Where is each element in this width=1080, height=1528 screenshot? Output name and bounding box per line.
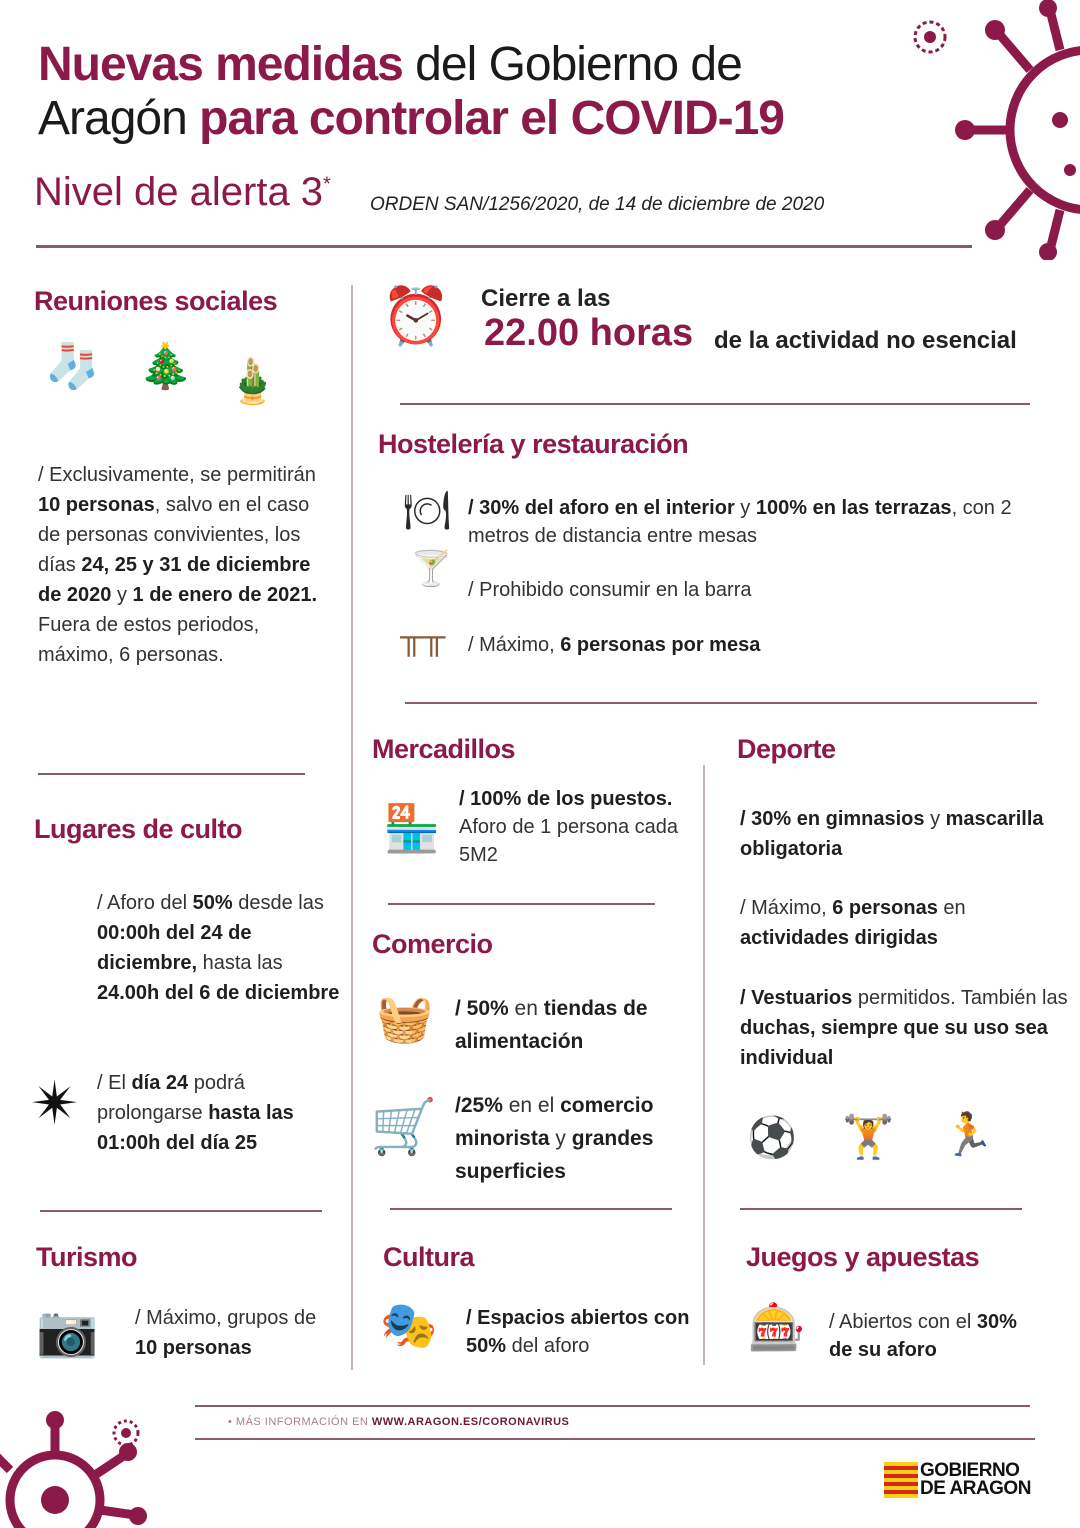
logo-line-1: GOBIERNO — [920, 1460, 1020, 1481]
culto-item-2 — [97, 1068, 337, 1158]
alert-asterisk: * — [323, 173, 331, 196]
text: / Exclusivamente, se permitirán — [38, 464, 316, 486]
camera-icon: 📷 — [36, 1303, 99, 1359]
section-title-hosteleria: Hostelería y restauración — [378, 429, 689, 459]
virus-decoration-icon — [940, 0, 1080, 260]
bold-text: día 24 — [131, 1072, 189, 1094]
comercio-item-1 — [455, 992, 690, 1058]
market-stall-icon: 🏪 — [383, 802, 441, 854]
title-line-2 — [38, 92, 784, 146]
bold-text: 24, 25 y 31 de diciembre de 2020 — [38, 554, 311, 606]
cierre-rest: de la actividad no esencial — [714, 327, 1017, 354]
more-info-prefix: • MÁS INFORMACIÓN EN — [228, 1416, 372, 1428]
small-virus-bottom-icon — [108, 1415, 144, 1451]
bold-text: 1 de enero de 2021. — [132, 584, 318, 606]
divider — [740, 1208, 1022, 1210]
text: Aforo de 1 persona cada 5M2 — [459, 816, 679, 866]
mercadillos-text — [459, 785, 684, 869]
text: y — [734, 497, 756, 519]
text: en — [508, 997, 544, 1020]
text: del Gobierno de — [402, 38, 742, 91]
shopping-cart-icon: 🛒 — [370, 1097, 438, 1157]
turismo-text — [135, 1303, 335, 1363]
divider — [40, 1210, 322, 1212]
food-cloche-icon: 🍽 — [403, 490, 452, 532]
bold-text: 30% de su aforo — [829, 1311, 1017, 1361]
divider — [390, 1208, 672, 1210]
text: permitidos. También las — [852, 987, 1068, 1009]
bold-text: 00:00h del 24 de diciembre, — [97, 922, 252, 974]
bold-text: / 30% en gimnasios — [740, 808, 925, 830]
bold-text: 10 personas — [135, 1337, 252, 1359]
bold-text: 24.00h del 6 de diciembre — [97, 982, 340, 1004]
bold-text: hasta las 01:00h del día 25 — [97, 1102, 294, 1154]
divider — [405, 702, 1037, 704]
text: / Prohibido consumir en la barra — [468, 579, 752, 601]
casino-chips-icon: 🎰 — [748, 1301, 806, 1353]
small-virus-icon — [905, 12, 955, 62]
bold-text: para controlar el COVID-19 — [199, 92, 784, 145]
bold-text: /25% — [455, 1094, 503, 1117]
bold-text: 6 personas — [832, 897, 938, 919]
text: Fuera de estos periodos, máximo, 6 personas. — [38, 614, 260, 666]
christmas-tree-icon: 🎄 — [138, 342, 193, 391]
divider — [400, 403, 1030, 405]
bold-text: / 50% — [455, 997, 509, 1020]
alert-level — [34, 170, 331, 215]
bold-text: / Espacios abiertos con 50% — [466, 1307, 690, 1357]
order-reference: ORDEN SAN/1256/2020, de 14 de diciembre de 2020 — [370, 194, 825, 215]
text: / Máximo, grupos de — [135, 1307, 317, 1329]
section-title-comercio: Comercio — [372, 929, 493, 959]
hosteleria-item-3 — [468, 630, 760, 660]
bold-text: duchas, siempre que su uso sea individual — [740, 1017, 1048, 1069]
divider — [388, 903, 655, 905]
aragon-flag-icon — [884, 1462, 918, 1498]
hosteleria-item-2 — [468, 575, 751, 605]
title-line-1 — [38, 38, 784, 92]
bold-text: 10 personas — [38, 494, 155, 516]
bold-text: comercio minorista — [455, 1094, 654, 1150]
alarm-clock-icon: ⏰ — [381, 284, 451, 347]
table-chairs-icon: ╥╥ — [400, 618, 446, 654]
text: desde las — [232, 892, 324, 914]
text: / Aforo del — [97, 892, 193, 914]
bold-text: mascarilla obligatoria — [740, 808, 1044, 860]
runner-icon: 🏃 — [942, 1111, 995, 1158]
theater-masks-icon: 🎭 — [380, 1299, 438, 1351]
bold-text: Nuevas medidas — [38, 38, 403, 91]
bold-text: / Vestuarios — [740, 987, 853, 1009]
christmas-stocking-icon: 🧦 — [45, 342, 100, 391]
text: y — [549, 1127, 572, 1150]
page-title — [38, 38, 784, 146]
deporte-item-2 — [740, 893, 1060, 953]
more-info-link[interactable]: WWW.ARAGON.ES/CORONAVIRUS — [371, 1416, 570, 1428]
text: / Máximo, — [468, 634, 561, 656]
divider — [195, 1405, 1030, 1407]
bold-text: / 100% de los puestos. — [459, 788, 673, 810]
sparkle-icon: ✴ — [30, 1070, 81, 1137]
text: Aragón — [38, 92, 200, 145]
deporte-item-1 — [740, 804, 1060, 864]
text: / Máximo, — [740, 897, 833, 919]
text: , con 2 metros de distancia entre mesas — [468, 497, 1012, 547]
gobierno-aragon-logo — [884, 1462, 1031, 1498]
juegos-text — [829, 1308, 1029, 1364]
grocery-basket-icon: 🧺 — [376, 992, 434, 1044]
text: / Abiertos con el — [829, 1311, 977, 1333]
bold-text: grandes superficies — [455, 1127, 654, 1183]
weightlifter-icon: 🏋 — [842, 1113, 895, 1160]
text: hasta las — [197, 952, 283, 974]
section-title-culto: Lugares de culto — [34, 814, 243, 844]
section-title-turismo: Turismo — [36, 1242, 138, 1272]
section-title-reuniones: Reuniones sociales — [34, 286, 278, 316]
text: en el — [502, 1094, 561, 1117]
cocktail-icon: 🍸 — [410, 550, 453, 588]
column-divider — [703, 765, 705, 1365]
comercio-item-2 — [455, 1089, 695, 1188]
text: , salvo en el caso de personas convivientes, los días — [38, 494, 310, 576]
cultura-text — [466, 1304, 696, 1360]
deporte-item-3 — [740, 983, 1070, 1073]
column-divider — [351, 285, 353, 1370]
text: / El — [97, 1072, 132, 1094]
christmas-ornaments-icon: 🎍 — [225, 357, 280, 406]
text: y — [924, 808, 946, 830]
text: podrá prolongarse — [97, 1072, 245, 1124]
logo-line-2: DE ARAGON — [920, 1478, 1031, 1499]
text: y — [111, 584, 133, 606]
bold-text: 6 personas por mesa — [560, 634, 761, 656]
divider — [195, 1438, 1035, 1440]
bold-text: tiendas de alimentación — [455, 997, 648, 1053]
bold-text: 100% en las terrazas — [755, 497, 952, 519]
bold-text: 50% — [192, 892, 233, 914]
bold-text: / 30% del aforo en el interior — [468, 497, 735, 519]
soccer-ball-icon: ⚽ — [747, 1116, 797, 1160]
bold-text: actividades dirigidas — [740, 927, 938, 949]
section-title-mercadillos: Mercadillos — [372, 734, 516, 764]
culto-item-1 — [97, 888, 347, 1008]
cierre-time: 22.00 horas — [484, 312, 694, 354]
section-title-cultura: Cultura — [383, 1242, 474, 1272]
alert-level-text: Nivel de alerta 3 — [34, 170, 324, 214]
section-title-deporte: Deporte — [737, 734, 836, 764]
reuniones-text — [38, 460, 323, 670]
divider — [36, 245, 972, 248]
text: en — [937, 897, 966, 919]
cierre-line-1: Cierre a las — [481, 285, 611, 312]
hosteleria-item-1 — [468, 494, 1038, 550]
divider — [38, 773, 305, 775]
text: del aforo — [506, 1335, 590, 1357]
more-info — [228, 1416, 569, 1428]
section-title-juegos: Juegos y apuestas — [746, 1242, 980, 1272]
